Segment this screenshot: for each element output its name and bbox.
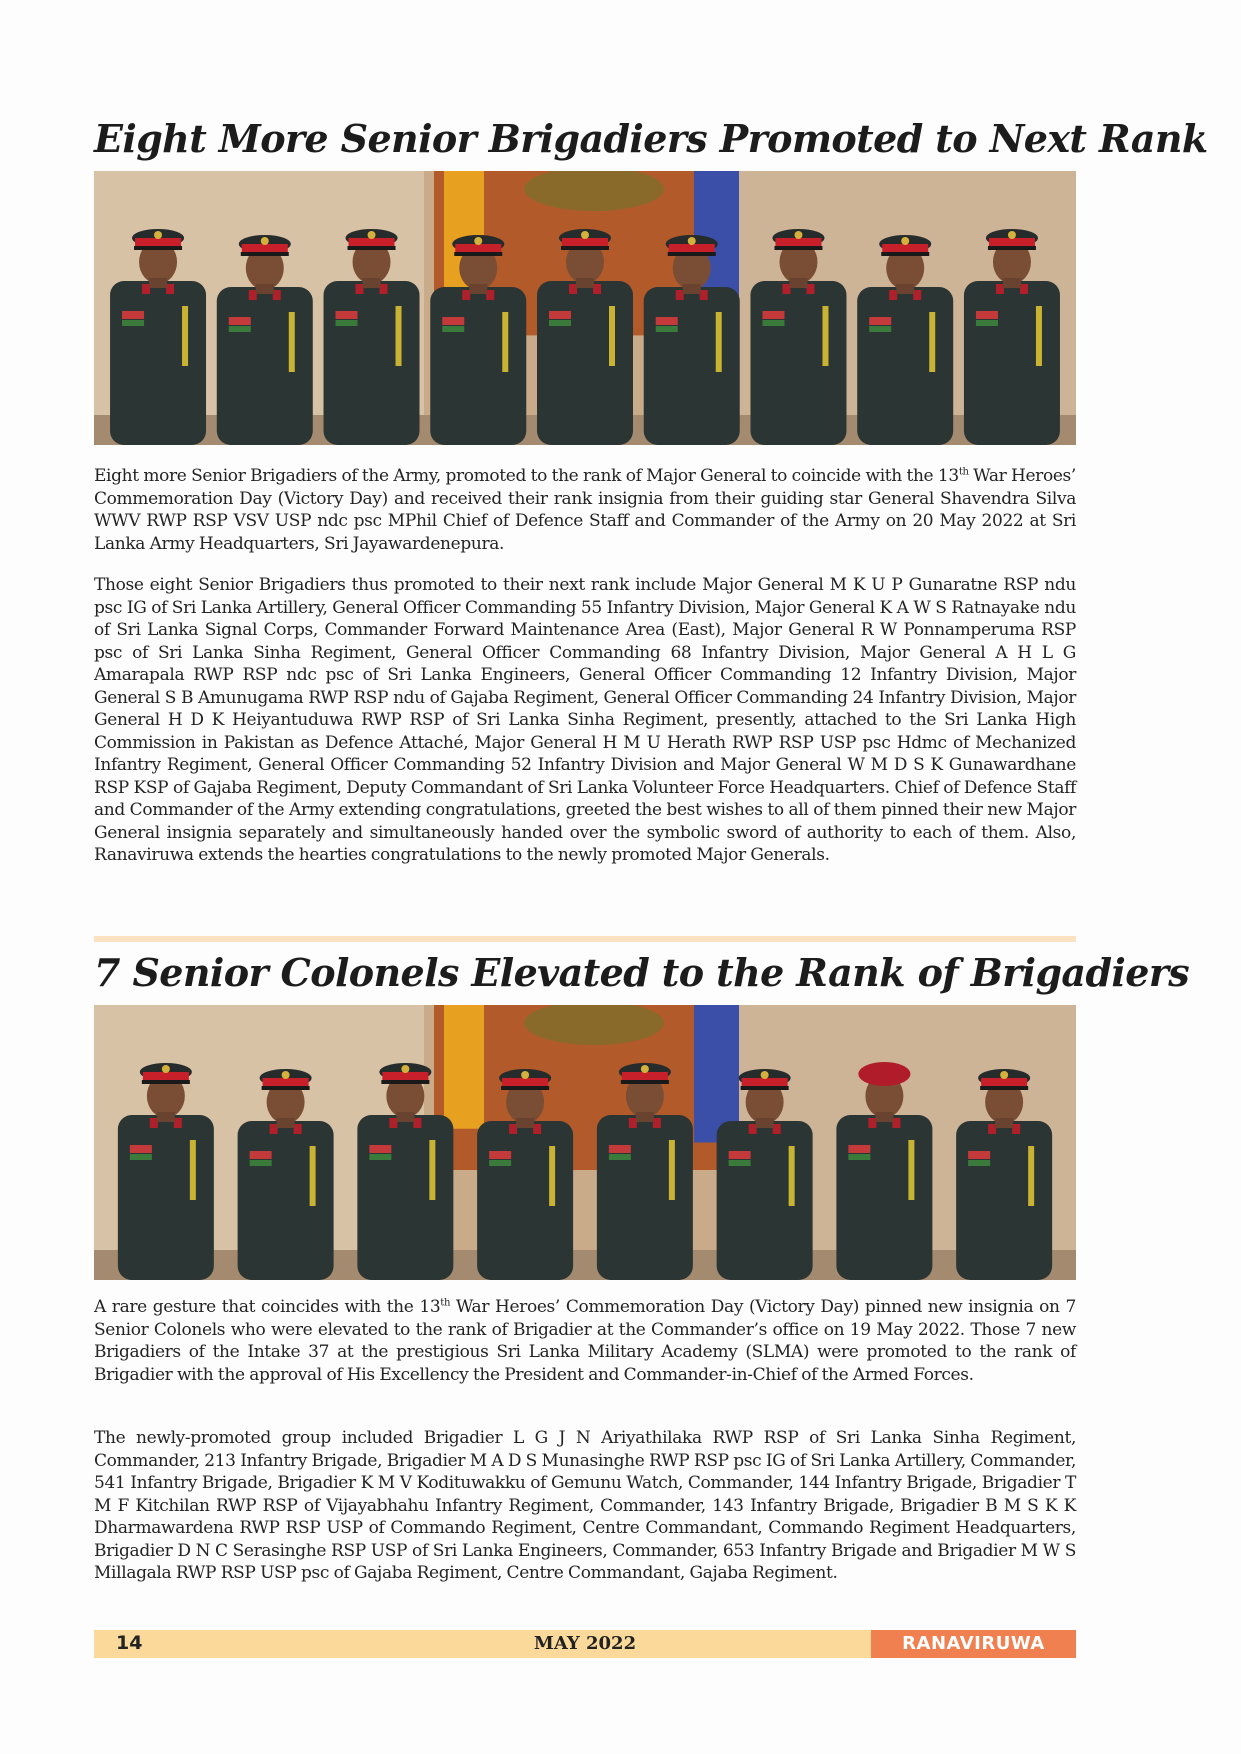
article-paragraph: Those eight Senior Brigadiers thus promoted to their next rank include Major General M K U P Gunaratne RSP ndu psc IG of Sri Lanka Artillery, General Officer Commanding 55 Infantry Division, Major General K A W S Ratnayake ndu of Sri Lanka Signal Corps, Commander Forward Maintenance Area (East), Major General R W Ponnamperuma RSP psc of Sri Lanka Sinha Regiment, General Officer Commanding 68 Infantry Division, Major General A H L G Amarapala RWP RSP ndc psc of Sri Lanka Engineers, General Officer Commanding 12 Infantry Division, Major General S B Amunugama RWP RSP ndu of Gajaba Regiment, General Officer Commanding 24 Infantry Division, Major General H D K Heiyantuduwa RWP RSP of Sri Lanka Sinha Regiment, presently, attached to the Sri Lanka High Commission in Pakistan as Defence Attaché, Major General H M U Herath RWP RSP USP psc Hdmc of Mechanized Infantry Regiment, General Officer Commanding 52 Infantry Division and Major General W M D S K Gunawardhane RSP KSP of Gajaba Regiment, Deputy Commandant of Sri Lanka Volunteer Force Headquarters. Chief of Defence Staff and Commander of the Army extending congratulations, greeted the best wishes to all of them pinned their new Major General insignia separately and simultaneously handed over the symbolic sword of authority to each of them. Also, Ranaviruwa extends the hearties congratulations to the newly promoted Major Generals. bbox=[94, 575, 1076, 865]
group-photo-major-generals bbox=[94, 171, 1076, 445]
group-photo-image bbox=[94, 171, 1076, 445]
page-number: 14 bbox=[116, 1632, 143, 1654]
page-footer bbox=[94, 1630, 1076, 1658]
section-divider bbox=[94, 936, 1076, 942]
article-paragraph: A rare gesture that coincides with the 13th War Heroes’ Commemoration Day (Victory Day) pinned new insignia on 7 Senior Colonels who were elevated to the rank of Brigadier at the Commander’s office on 19 May 2022. Those 7 new Brigadiers of the Intake 37 at the prestigious Sri Lanka Military Academy (SLMA) were promoted to the rank of Brigadier with the approval of His Excellency the President and Commander-in-Chief of the Armed Forces. bbox=[94, 1297, 1076, 1385]
group-photo-image bbox=[94, 1005, 1076, 1280]
issue-date: MAY 2022 bbox=[533, 1633, 637, 1654]
publication-name: RANAVIRUWA bbox=[871, 1630, 1076, 1658]
article-paragraph: Eight more Senior Brigadiers of the Army, promoted to the rank of Major General to coincide with the 13th War Heroes’ Commemoration Day (Victory Day) and received their rank insignia from their guiding star General Shavendra Silva WWV RWP RSP VSV USP ndc psc MPhil Chief of Defence Staff and Commander of the Army on 20 May 2022 at Sri Lanka Army Headquarters, Sri Jayawardenepura. bbox=[94, 466, 1076, 554]
group-photo-brigadiers bbox=[94, 1005, 1076, 1280]
article-paragraph: The newly-promoted group included Brigadier L G J N Ariyathilaka RWP RSP of Sri Lanka Sinha Regiment, Commander, 213 Infantry Brigade, Brigadier M A D S Munasinghe RWP RSP psc IG of Sri Lanka Artillery, Commander, 541 Infantry Brigade, Brigadier K M V Kodituwakku of Gemunu Watch, Commander, 144 Infantry Brigade, Brigadier T M F Kitchilan RWP RSP of Vijayabhahu Infantry Regiment, Commander, 143 Infantry Brigade, Brigadier B M S K K Dharmawardena RWP RSP USP of Commando Regiment, Centre Commandant, Commando Regiment Headquarters, Brigadier D N C Serasinghe RSP USP of Sri Lanka Engineers, Commander, 653 Infantry Brigade and Brigadier M W S Millagala RWP RSP USP psc of Gajaba Regiment, Centre Commandant, Gajaba Regiment. bbox=[94, 1428, 1076, 1583]
article-title: Eight More Senior Brigadiers Promoted to Next Rank bbox=[94, 116, 1208, 161]
article-title: 7 Senior Colonels Elevated to the Rank of Brigadiers bbox=[94, 950, 1190, 995]
